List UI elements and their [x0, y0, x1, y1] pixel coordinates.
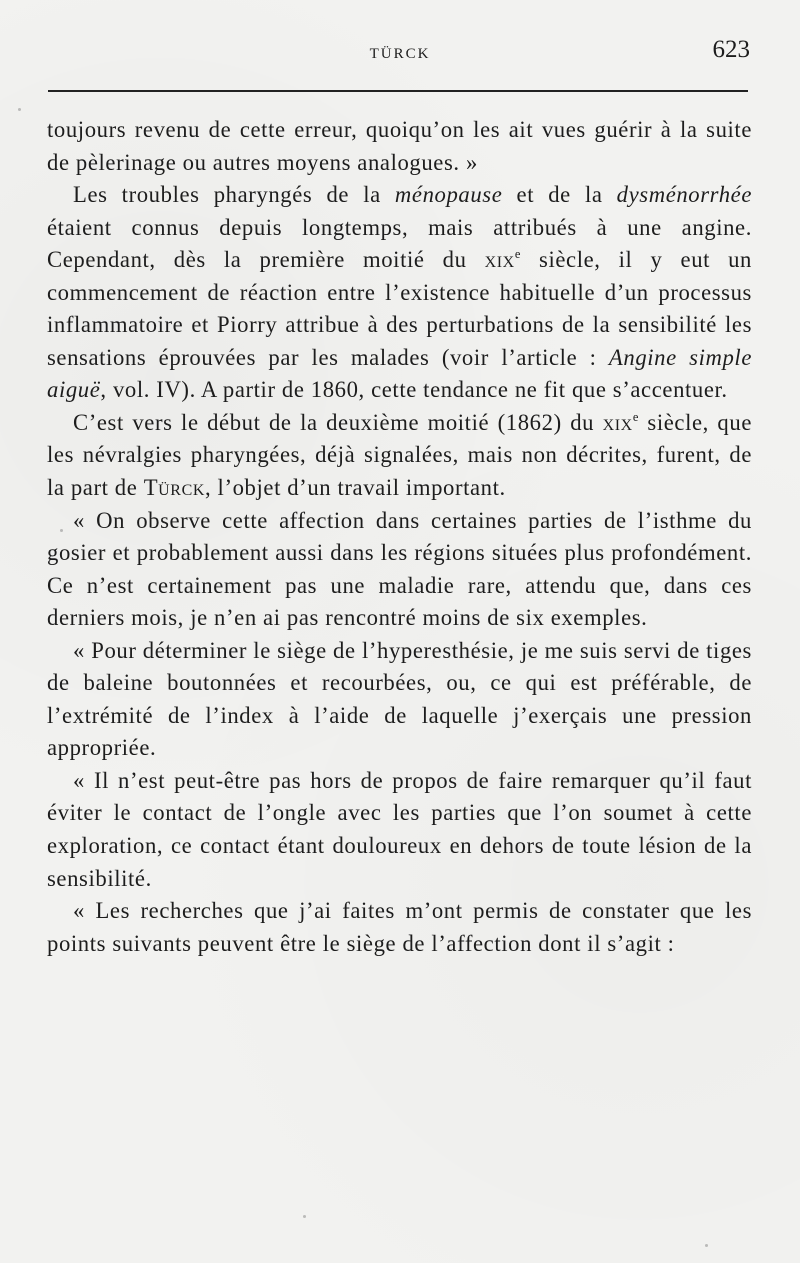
text-run: Les troubles pharyngés de la: [73, 182, 395, 208]
text-run: ménopause: [394, 182, 503, 208]
text-run: e: [632, 409, 639, 424]
text-run: dysménorrhée: [616, 182, 752, 208]
text-run: toujours revenu de cette erreur, quoiqu’on les ait vues guérir à la suite de pèlerinage ou autres moyens analogues. »: [47, 117, 752, 175]
text-run: et de la: [502, 182, 617, 208]
paragraph: [47, 635, 752, 765]
text-run: siècle, que les névralgies pharyngées, déjà signalées, mais non décrites, furent, de la part de: [47, 409, 752, 501]
paragraph: [47, 179, 752, 407]
text-run: « On observe cette affection dans certaines parties de l’isthme du gosier et probablement aussi dans les régions situées plus profondément. Ce n’est certainement pas une maladie rare, attendu que, dans ces derniers mois, je n’en ai pas rencontré moins de six exemples.: [47, 507, 752, 631]
body-text: [47, 114, 752, 960]
paper-speck: [60, 529, 63, 532]
text-run: , l’objet d’un travail important.: [205, 475, 506, 501]
running-title: TÜRCK: [369, 46, 431, 62]
text-run: xix: [484, 247, 515, 273]
paper-speck: [705, 1244, 708, 1247]
text-run: « Pour déterminer le siège de l’hyperesthésie, je me suis servi de tiges de baleine boutonnées et recourbées, ou, ce qui est préférable, de l’extrémité de l’index à l’aide de laquelle j’exerçais une pression appropriée.: [47, 637, 752, 761]
paragraph: [47, 114, 752, 179]
paragraph: [47, 765, 752, 895]
page-number: 623: [712, 36, 750, 63]
text-run: C’est vers le début de la deuxième moitié (1862) du: [73, 409, 603, 435]
running-head: [0, 34, 800, 64]
paper-speck: [18, 108, 21, 111]
text-run: xix: [602, 409, 633, 435]
paragraph: [47, 505, 752, 635]
text-run: Angine simple aiguë: [47, 344, 752, 403]
text-run: e: [514, 247, 521, 262]
text-run: « Les recherches que j’ai faites m’ont permis de constater que les points suivants peuvent être le siège de l’affection dont il s’agit :: [47, 898, 752, 956]
paragraph: [47, 407, 752, 505]
text-run: étaient connus depuis longtemps, mais attribués à une angine. Cependant, dès la première moitié du: [47, 214, 752, 273]
text-run: , vol. IV). A partir de 1860, cette tendance ne fit que s’accentuer.: [100, 377, 728, 403]
paragraph: [47, 895, 752, 960]
paper-speck: [303, 1215, 306, 1218]
text-run: Türck: [143, 475, 205, 501]
text-run: « Il n’est peut-être pas hors de propos de faire remarquer qu’il faut éviter le contact de l’ongle avec les parties que l’on soumet à cette exploration, ce contact étant douloureux en dehors de toute lésion de la sensibilité.: [47, 767, 752, 891]
header-rule: [48, 90, 748, 92]
text-run: siècle, il y eut un commencement de réaction entre l’existence habituelle d’un processus inflammatoire et Piorry attribue à des perturbations de la sensibilité les sensations éprouvées par les malades (voir l’article :: [47, 247, 752, 370]
